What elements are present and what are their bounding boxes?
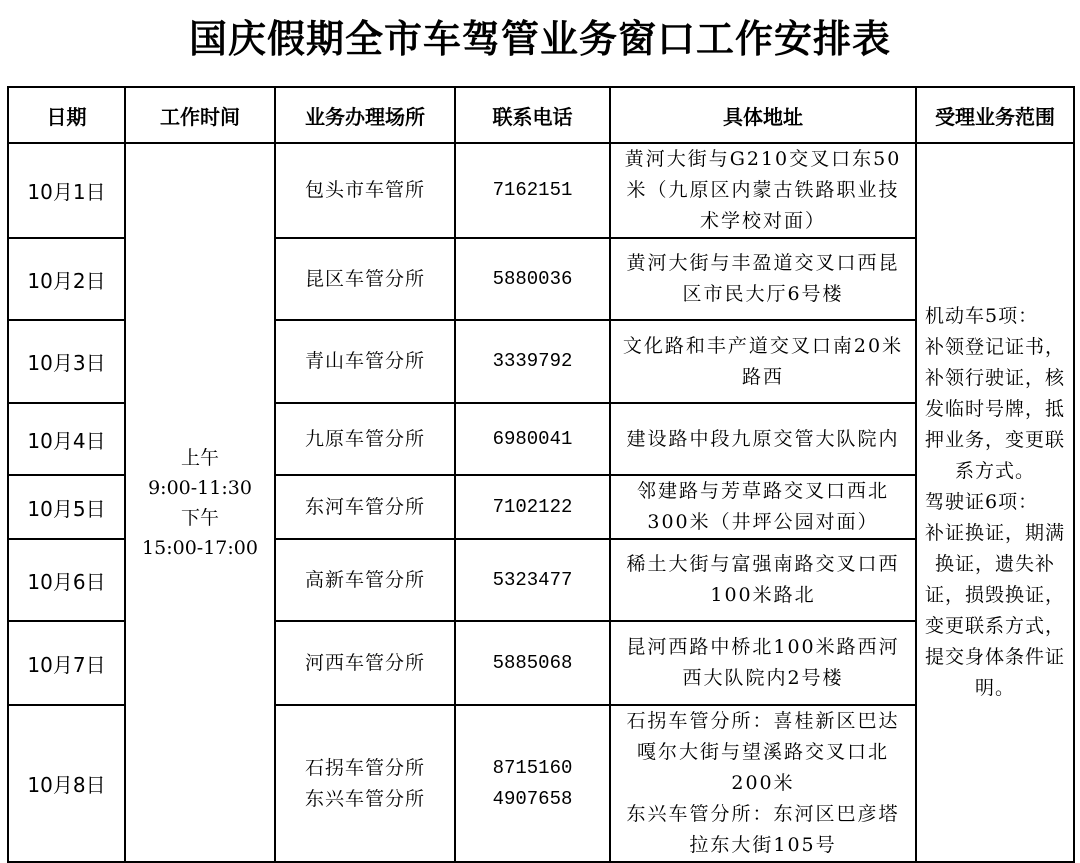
date-cell: 10月3日 bbox=[8, 320, 125, 403]
schedule-table bbox=[7, 86, 1075, 863]
license-heading: 驾驶证6项： bbox=[925, 491, 1039, 513]
header-phone: 联系电话 bbox=[455, 87, 610, 143]
scope-cell bbox=[916, 143, 1074, 862]
header-row bbox=[8, 87, 1074, 143]
license-text: 补证换证，期满换证，遗失补证，损毁换证，变更联系方式，提交身体条件证明。 bbox=[925, 522, 1066, 699]
am-hours: 9:00-11:30 bbox=[148, 476, 252, 499]
work-time-cell bbox=[125, 143, 275, 862]
address-cell: 文化路和丰产道交叉口南20米路西 bbox=[610, 320, 916, 403]
phone-number: 8715160 bbox=[492, 756, 573, 779]
date-cell: 10月5日 bbox=[8, 475, 125, 539]
place-cell: 包头市车管所 bbox=[275, 143, 455, 238]
place-cell: 高新车管分所 bbox=[275, 539, 455, 621]
header-date: 日期 bbox=[8, 87, 125, 143]
table-row bbox=[8, 143, 1074, 238]
date-cell: 10月8日 bbox=[8, 705, 125, 862]
date-cell: 10月7日 bbox=[8, 621, 125, 705]
place-cell: 九原车管分所 bbox=[275, 403, 455, 475]
phone-cell: 5323477 bbox=[455, 539, 610, 621]
phone-cell: 5885068 bbox=[455, 621, 610, 705]
address-cell: 邻建路与芳草路交叉口西北300米（井坪公园对面） bbox=[610, 475, 916, 539]
header-place: 业务办理场所 bbox=[275, 87, 455, 143]
phone-cell: 3339792 bbox=[455, 320, 610, 403]
phone-cell: 7162151 bbox=[455, 143, 610, 238]
header-scope: 受理业务范围 bbox=[916, 87, 1074, 143]
address-cell: 黄河大街与丰盈道交叉口西昆区市民大厅6号楼 bbox=[610, 238, 916, 320]
place-cell: 河西车管分所 bbox=[275, 621, 455, 705]
phone-cell bbox=[455, 705, 610, 862]
am-label: 上午 bbox=[180, 446, 219, 469]
place-cell bbox=[275, 705, 455, 862]
page-title: 国庆假期全市车驾管业务窗口工作安排表 bbox=[188, 16, 891, 61]
place-name: 石拐车管分所 bbox=[304, 756, 425, 779]
place-cell: 昆区车管分所 bbox=[275, 238, 455, 320]
place-cell: 青山车管分所 bbox=[275, 320, 455, 403]
address-cell: 建设路中段九原交管大队院内 bbox=[610, 403, 916, 475]
phone-cell: 7102122 bbox=[455, 475, 610, 539]
vehicle-heading: 机动车5项： bbox=[925, 305, 1039, 327]
address-text: 石拐车管分所：喜桂新区巴达嘎尔大街与望溪路交叉口北200米 bbox=[626, 710, 900, 794]
place-cell: 东河车管分所 bbox=[275, 475, 455, 539]
address-cell: 昆河西路中桥北100米路西河西大队院内2号楼 bbox=[610, 621, 916, 705]
pm-label: 下午 bbox=[180, 506, 219, 529]
date-cell: 10月4日 bbox=[8, 403, 125, 475]
phone-cell: 6980041 bbox=[455, 403, 610, 475]
date-cell: 10月6日 bbox=[8, 539, 125, 621]
header-work-time: 工作时间 bbox=[125, 87, 275, 143]
address-text: 东兴车管分所：东河区巴彦塔拉东大街105号 bbox=[626, 803, 900, 856]
phone-cell: 5880036 bbox=[455, 238, 610, 320]
date-cell: 10月2日 bbox=[8, 238, 125, 320]
date-cell: 10月1日 bbox=[8, 143, 125, 238]
address-cell bbox=[610, 705, 916, 862]
vehicle-text: 补领登记证书，补领行驶证，核发临时号牌，抵押业务，变更联系方式。 bbox=[925, 336, 1066, 482]
phone-number: 4907658 bbox=[492, 787, 573, 810]
pm-hours: 15:00-17:00 bbox=[142, 536, 258, 559]
header-address: 具体地址 bbox=[610, 87, 916, 143]
address-cell: 稀土大街与富强南路交叉口西100米路北 bbox=[610, 539, 916, 621]
address-cell: 黄河大街与G210交叉口东50米（九原区内蒙古铁路职业技术学校对面） bbox=[610, 143, 916, 238]
place-name: 东兴车管分所 bbox=[304, 787, 425, 810]
